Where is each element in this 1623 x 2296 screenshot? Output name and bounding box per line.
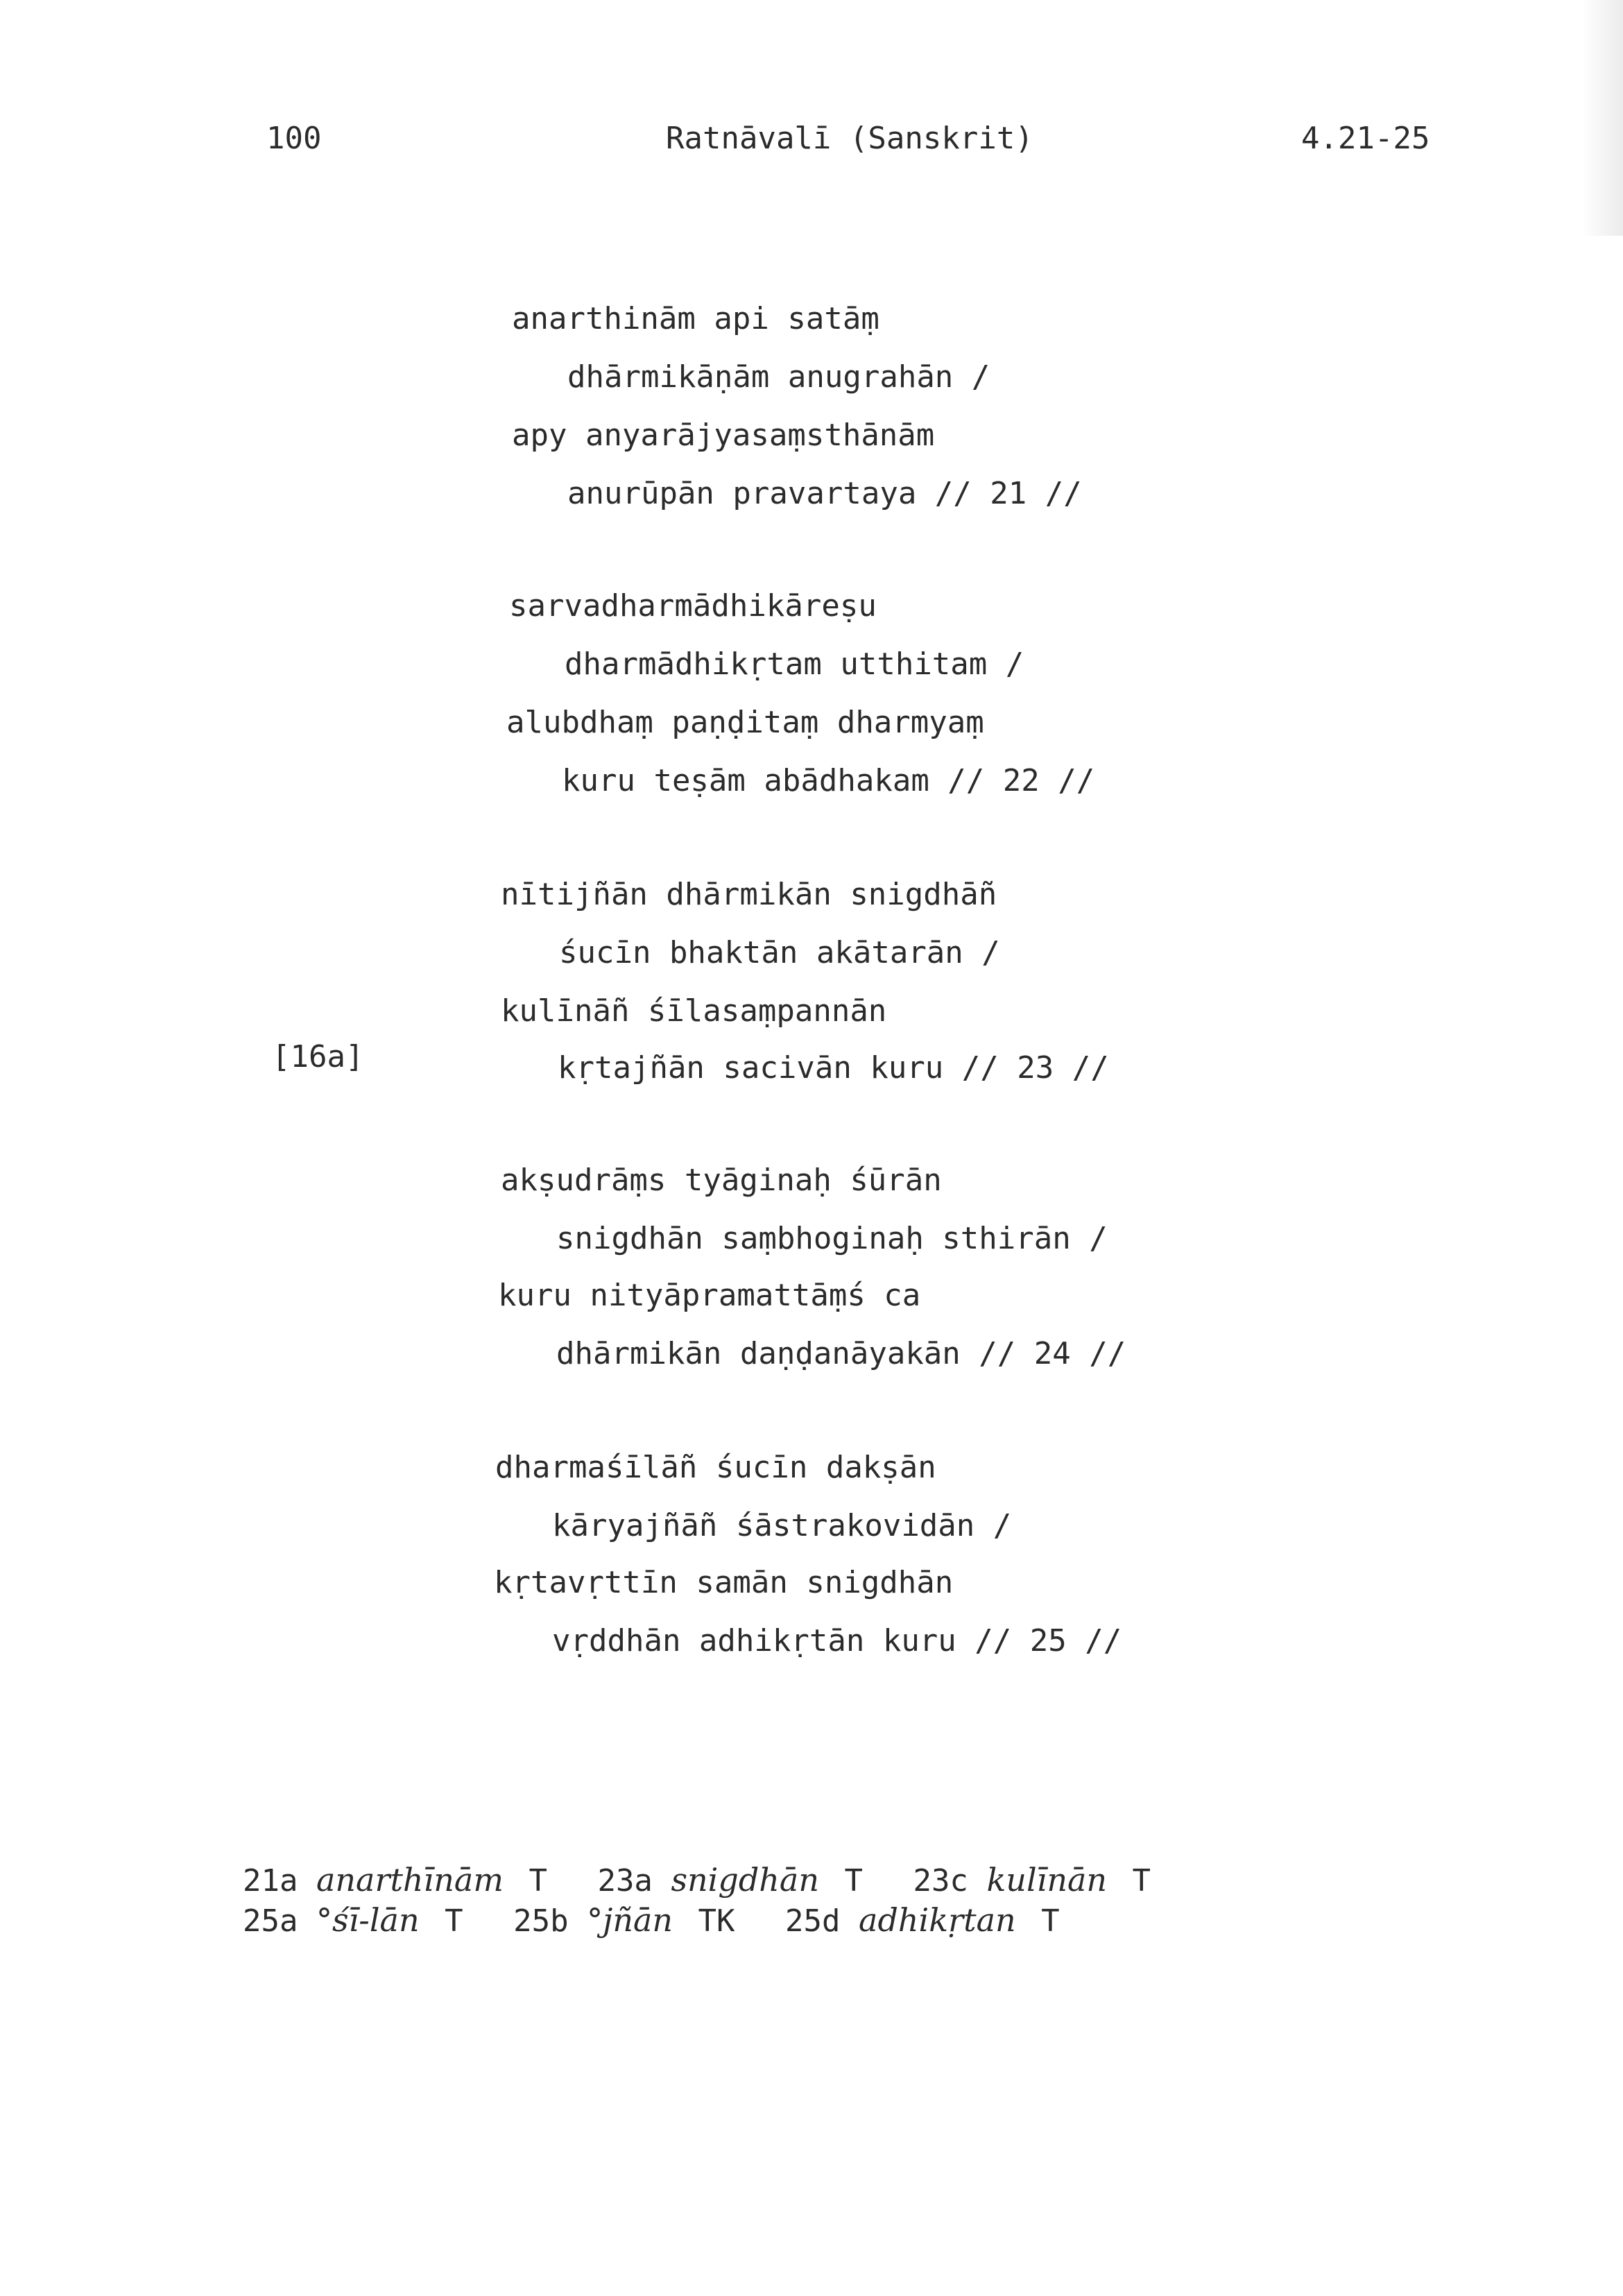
verse-line: snigdhān saṃbhoginaḥ sthirān / [556, 1221, 1108, 1256]
verse-line: śucīn bhaktān akātarān / [559, 935, 1000, 970]
verse-line: dharmādhikṛtam utthitam / [565, 646, 1024, 682]
verse-range: 4.21-25 [1301, 121, 1430, 156]
verse-line: akṣudrāṃs tyāginaḥ śūrān [501, 1163, 942, 1198]
footnote-reading: °jñān [587, 1901, 673, 1939]
verse-line: sarvadharmādhikāreṣu [509, 588, 877, 624]
verse-line: alubdhaṃ paṇḍitaṃ dharmyaṃ [506, 705, 984, 740]
footnote [243, 1860, 547, 1901]
footnote-reading: anarthīnām [316, 1861, 504, 1899]
footnote-source: T [844, 1863, 863, 1899]
verse-line: kulīnāñ śīlasaṃpannān [501, 993, 887, 1029]
footnote-reading: snigdhān [671, 1861, 819, 1899]
footnote-source: T [529, 1863, 547, 1899]
footnote-label: 23a [597, 1863, 653, 1899]
footnote-reading: °śī-lān [316, 1901, 420, 1939]
footnote [243, 1901, 463, 1941]
verse-line: kṛtajñān sacivān kuru // 23 // [558, 1050, 1109, 1086]
page-number: 100 [266, 121, 322, 156]
footnote-label: 25d [785, 1903, 841, 1939]
footnote [785, 1901, 1060, 1941]
verse-line: dhārmikāṇām anugrahān / [567, 359, 990, 395]
footnote-reading: kulīnān [986, 1861, 1108, 1899]
footnote-source: T [1041, 1903, 1060, 1939]
verse-line: dharmaśīlāñ śucīn dakṣān [495, 1450, 936, 1485]
page-title: Ratnāvalī (Sanskrit) [666, 121, 1033, 156]
footnote-label: 21a [243, 1863, 298, 1899]
verse-line: kṛtavṛttīn samān snigdhān [494, 1565, 954, 1600]
footnotes [243, 1860, 1436, 1941]
verse-line: dhārmikān daṇḍanāyakān // 24 // [556, 1336, 1126, 1371]
footnote-label: 25a [243, 1903, 298, 1939]
verse-line: nītijñān dhārmikān snigdhāñ [501, 877, 997, 912]
footnote [597, 1860, 863, 1901]
footnote-label: 23c [913, 1863, 968, 1899]
verse-line: kāryajñāñ śāstrakovidān / [552, 1508, 1012, 1543]
verse-line: kuru teṣām abādhakam // 22 // [562, 763, 1095, 798]
footnote [513, 1901, 735, 1941]
footnote [913, 1860, 1151, 1901]
verse-line: vṛddhān adhikṛtān kuru // 25 // [552, 1623, 1122, 1659]
verse-line: kuru nityāpramattāṃś ca [498, 1278, 921, 1313]
footnote-source: TK [698, 1903, 735, 1939]
folio-marker: [16a] [272, 1039, 364, 1074]
verse-line: anurūpān pravartaya // 21 // [567, 476, 1082, 511]
footnote-reading: adhikṛtan [859, 1901, 1016, 1939]
footnote-source: T [445, 1903, 463, 1939]
verse-line: apy anyarājyasaṃsthānām [512, 418, 935, 453]
footnote-source: T [1132, 1863, 1151, 1899]
scan-edge-shadow [1581, 0, 1623, 236]
footnote-label: 25b [513, 1903, 569, 1939]
verse-line: anarthinām api satāṃ [512, 301, 879, 336]
